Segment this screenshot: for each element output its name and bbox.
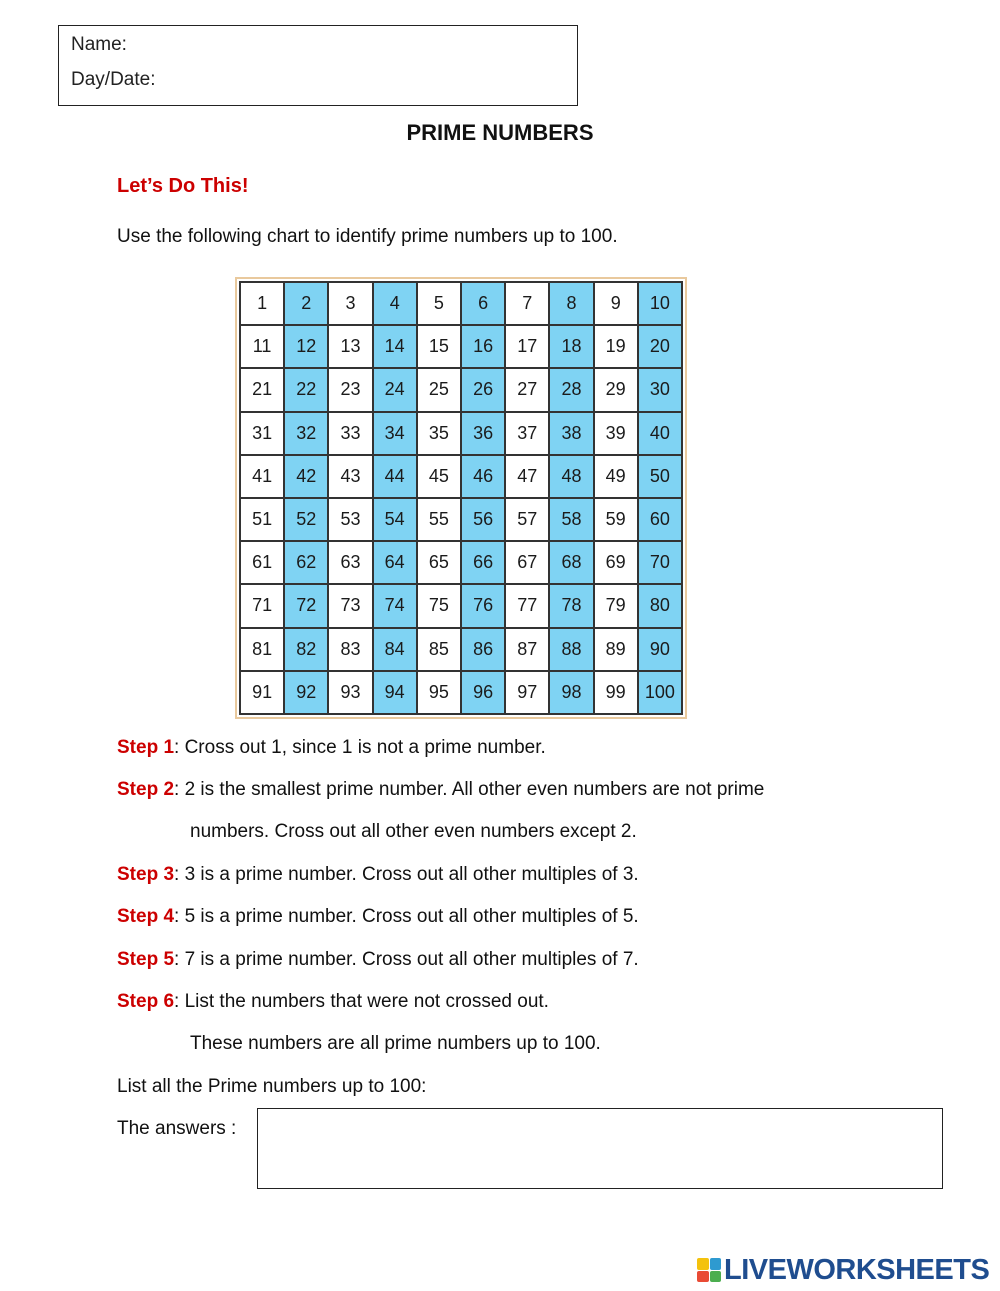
chart-cell-70[interactable]: 70 <box>638 541 682 584</box>
chart-cell-36[interactable]: 36 <box>461 412 505 455</box>
chart-cell-91[interactable]: 91 <box>240 671 284 714</box>
chart-cell-37[interactable]: 37 <box>505 412 549 455</box>
step-label: Step 2 <box>117 779 175 800</box>
chart-cell-75[interactable]: 75 <box>417 584 461 627</box>
chart-cell-32[interactable]: 32 <box>284 412 328 455</box>
step-label: Step 3 <box>117 864 175 885</box>
chart-cell-19[interactable]: 19 <box>594 325 638 368</box>
chart-cell-90[interactable]: 90 <box>638 628 682 671</box>
step-4 <box>117 906 639 928</box>
chart-cell-47[interactable]: 47 <box>505 455 549 498</box>
chart-cell-82[interactable]: 82 <box>284 628 328 671</box>
chart-cell-39[interactable]: 39 <box>594 412 638 455</box>
chart-cell-71[interactable]: 71 <box>240 584 284 627</box>
chart-cell-85[interactable]: 85 <box>417 628 461 671</box>
section-heading: Let’s Do This! <box>117 175 249 197</box>
chart-cell-15[interactable]: 15 <box>417 325 461 368</box>
step-6-continuation: These numbers are all prime numbers up to 100. <box>190 1033 601 1054</box>
chart-cell-56[interactable]: 56 <box>461 498 505 541</box>
chart-cell-64[interactable]: 64 <box>373 541 417 584</box>
step-2-continuation: numbers. Cross out all other even numbers except 2. <box>190 821 637 842</box>
chart-cell-1[interactable]: 1 <box>240 282 284 325</box>
chart-cell-4[interactable]: 4 <box>373 282 417 325</box>
chart-cell-49[interactable]: 49 <box>594 455 638 498</box>
chart-cell-34[interactable]: 34 <box>373 412 417 455</box>
chart-cell-43[interactable]: 43 <box>328 455 372 498</box>
chart-cell-78[interactable]: 78 <box>549 584 593 627</box>
chart-cell-60[interactable]: 60 <box>638 498 682 541</box>
chart-cell-13[interactable]: 13 <box>328 325 372 368</box>
chart-cell-18[interactable]: 18 <box>549 325 593 368</box>
chart-cell-20[interactable]: 20 <box>638 325 682 368</box>
step-label: Step 1 <box>117 737 175 758</box>
chart-cell-29[interactable]: 29 <box>594 368 638 411</box>
chart-cell-84[interactable]: 84 <box>373 628 417 671</box>
chart-cell-72[interactable]: 72 <box>284 584 328 627</box>
liveworksheets-logo <box>697 1252 997 1288</box>
chart-cell-79[interactable]: 79 <box>594 584 638 627</box>
chart-cell-25[interactable]: 25 <box>417 368 461 411</box>
chart-cell-63[interactable]: 63 <box>328 541 372 584</box>
chart-cell-26[interactable]: 26 <box>461 368 505 411</box>
chart-cell-55[interactable]: 55 <box>417 498 461 541</box>
chart-cell-93[interactable]: 93 <box>328 671 372 714</box>
chart-cell-67[interactable]: 67 <box>505 541 549 584</box>
chart-cell-9[interactable]: 9 <box>594 282 638 325</box>
chart-cell-76[interactable]: 76 <box>461 584 505 627</box>
chart-cell-48[interactable]: 48 <box>549 455 593 498</box>
chart-cell-99[interactable]: 99 <box>594 671 638 714</box>
chart-cell-11[interactable]: 11 <box>240 325 284 368</box>
chart-cell-16[interactable]: 16 <box>461 325 505 368</box>
chart-cell-65[interactable]: 65 <box>417 541 461 584</box>
chart-cell-24[interactable]: 24 <box>373 368 417 411</box>
liveworksheets-icon <box>697 1258 721 1282</box>
step-text: : 2 is the smallest prime number. All other even numbers are not prime <box>174 779 765 800</box>
chart-cell-14[interactable]: 14 <box>373 325 417 368</box>
chart-cell-51[interactable]: 51 <box>240 498 284 541</box>
chart-cell-23[interactable]: 23 <box>328 368 372 411</box>
chart-cell-8[interactable]: 8 <box>549 282 593 325</box>
chart-cell-83[interactable]: 83 <box>328 628 372 671</box>
chart-cell-100[interactable]: 100 <box>638 671 682 714</box>
chart-cell-2[interactable]: 2 <box>284 282 328 325</box>
step-text: : 3 is a prime number. Cross out all other multiples of 3. <box>174 864 639 885</box>
chart-cell-57[interactable]: 57 <box>505 498 549 541</box>
chart-cell-31[interactable]: 31 <box>240 412 284 455</box>
hundred-chart <box>235 277 687 719</box>
chart-cell-77[interactable]: 77 <box>505 584 549 627</box>
chart-cell-30[interactable]: 30 <box>638 368 682 411</box>
chart-cell-88[interactable]: 88 <box>549 628 593 671</box>
chart-cell-69[interactable]: 69 <box>594 541 638 584</box>
brand-name: LIVEWORKSHEETS <box>724 1253 990 1286</box>
answers-input[interactable] <box>257 1108 943 1189</box>
chart-cell-17[interactable]: 17 <box>505 325 549 368</box>
step-text: : Cross out 1, since 1 is not a prime number. <box>174 737 546 758</box>
chart-cell-53[interactable]: 53 <box>328 498 372 541</box>
chart-cell-89[interactable]: 89 <box>594 628 638 671</box>
chart-cell-92[interactable]: 92 <box>284 671 328 714</box>
step-label: Step 5 <box>117 949 175 970</box>
chart-cell-46[interactable]: 46 <box>461 455 505 498</box>
chart-cell-28[interactable]: 28 <box>549 368 593 411</box>
answers-label: The answers : <box>117 1118 237 1139</box>
chart-cell-22[interactable]: 22 <box>284 368 328 411</box>
chart-cell-44[interactable]: 44 <box>373 455 417 498</box>
chart-cell-61[interactable]: 61 <box>240 541 284 584</box>
chart-cell-27[interactable]: 27 <box>505 368 549 411</box>
instruction-text: Use the following chart to identify prime numbers up to 100. <box>117 226 618 247</box>
chart-cell-96[interactable]: 96 <box>461 671 505 714</box>
chart-cell-5[interactable]: 5 <box>417 282 461 325</box>
chart-cell-42[interactable]: 42 <box>284 455 328 498</box>
step-2 <box>117 779 764 801</box>
chart-cell-97[interactable]: 97 <box>505 671 549 714</box>
chart-cell-45[interactable]: 45 <box>417 455 461 498</box>
chart-cell-94[interactable]: 94 <box>373 671 417 714</box>
student-info-box <box>58 25 578 106</box>
chart-cell-33[interactable]: 33 <box>328 412 372 455</box>
chart-cell-86[interactable]: 86 <box>461 628 505 671</box>
date-label: Day/Date: <box>71 69 156 90</box>
chart-cell-98[interactable]: 98 <box>549 671 593 714</box>
chart-cell-38[interactable]: 38 <box>549 412 593 455</box>
chart-cell-66[interactable]: 66 <box>461 541 505 584</box>
step-6 <box>117 991 549 1013</box>
chart-cell-7[interactable]: 7 <box>505 282 549 325</box>
step-3 <box>117 864 639 886</box>
hundred-chart-grid <box>239 281 683 715</box>
chart-cell-12[interactable]: 12 <box>284 325 328 368</box>
chart-cell-68[interactable]: 68 <box>549 541 593 584</box>
chart-cell-10[interactable]: 10 <box>638 282 682 325</box>
chart-cell-52[interactable]: 52 <box>284 498 328 541</box>
chart-cell-73[interactable]: 73 <box>328 584 372 627</box>
chart-cell-41[interactable]: 41 <box>240 455 284 498</box>
chart-cell-58[interactable]: 58 <box>549 498 593 541</box>
step-text: : List the numbers that were not crossed out. <box>174 991 549 1012</box>
step-5 <box>117 949 639 971</box>
step-text: : 5 is a prime number. Cross out all other multiples of 5. <box>174 906 639 927</box>
chart-cell-3[interactable]: 3 <box>328 282 372 325</box>
step-text: : 7 is a prime number. Cross out all other multiples of 7. <box>174 949 639 970</box>
chart-cell-40[interactable]: 40 <box>638 412 682 455</box>
chart-cell-81[interactable]: 81 <box>240 628 284 671</box>
step-1 <box>117 737 546 759</box>
chart-cell-74[interactable]: 74 <box>373 584 417 627</box>
list-prompt: List all the Prime numbers up to 100: <box>117 1076 427 1097</box>
chart-cell-80[interactable]: 80 <box>638 584 682 627</box>
chart-cell-87[interactable]: 87 <box>505 628 549 671</box>
chart-cell-59[interactable]: 59 <box>594 498 638 541</box>
chart-cell-54[interactable]: 54 <box>373 498 417 541</box>
page-title: PRIME NUMBERS <box>406 120 594 145</box>
chart-cell-6[interactable]: 6 <box>461 282 505 325</box>
chart-cell-95[interactable]: 95 <box>417 671 461 714</box>
chart-cell-21[interactable]: 21 <box>240 368 284 411</box>
step-label: Step 4 <box>117 906 175 927</box>
chart-cell-50[interactable]: 50 <box>638 455 682 498</box>
chart-cell-62[interactable]: 62 <box>284 541 328 584</box>
chart-cell-35[interactable]: 35 <box>417 412 461 455</box>
name-label: Name: <box>71 34 127 55</box>
step-label: Step 6 <box>117 991 175 1012</box>
